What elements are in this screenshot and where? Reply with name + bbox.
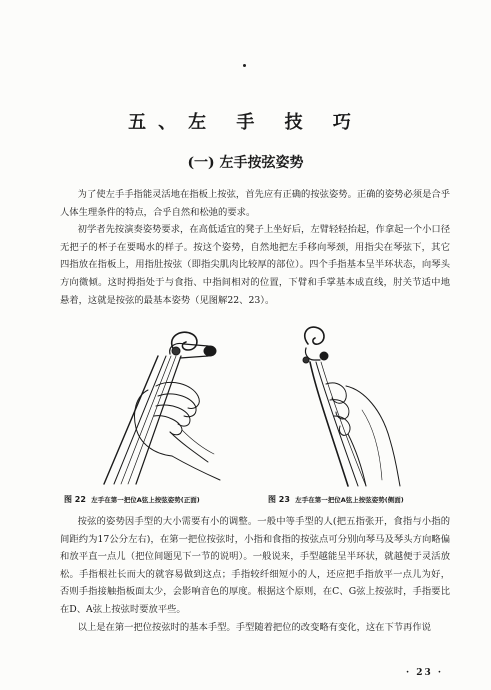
figure-22-illustration <box>96 320 246 488</box>
body-text-bottom <box>60 513 450 636</box>
figure-number: 图 23 <box>268 495 290 504</box>
paragraph: 初学者先按演奏姿势要求，在高低适宜的凳子上坐好后，左臂轻轻抬起，作拿起一个小口径无把子的杯子在要喝水的样子。按这个姿势，自然地把左手移向琴颈，用指尖在琴弦下，其它四指放在指板上，用指肚按弦（即指尖肌肉比较厚的部位）。四个手指基本呈半环状态，向琴头方向微倾。这时拇指处于与食指、中指间相对的位置，下臂和手掌基本成直线，肘关节适中地悬着，这就是按弦的最基本姿势（见图解22、23）。 <box>60 224 450 306</box>
body-text-top <box>60 186 450 309</box>
figure-caption-text: 左手在第一把位A弦上按弦姿势(正面) <box>91 496 200 504</box>
decorative-dot <box>243 64 246 67</box>
figure-caption-text: 左手在第一把位A弦上按弦姿势(侧面) <box>295 496 404 504</box>
page-number: · 23 · <box>405 668 443 678</box>
figure-22-caption <box>64 494 200 505</box>
paragraph: 按弦的姿势因手型的大小需要有小的调整。一般中等手型的人(把五指张开，食指与小指的间距约为17公分左右)，在第一把位按弦时，小指和食指的按弦点可分别向琴马及琴头方向略偏和放平直一点儿（把位间题见下一节的说明）。一般说来，手型越能呈半环状，就越便于灵活放松。手指根社长而大的就容易做到这点；手指较纤细短小的人，还应把手指放平一点儿为好，否则手指接触指板面太少，会影响音色的厚度。根据这个原则，在C、G弦上按弦时，手指要比在D、A弦上按弦时要放平些。 <box>60 516 450 615</box>
figure-23-caption <box>268 494 404 505</box>
section-title: (一) 左手按弦姿势 <box>187 155 304 171</box>
figure-23-illustration <box>286 320 406 488</box>
paragraph: 为了使左手手指能灵活地在指板上按弦，首先应有正确的按弦姿势。正确的姿势必须是合乎人体生理条件的特点，合乎自然和松弛的要求。 <box>60 189 450 218</box>
figure-number: 图 22 <box>64 495 86 504</box>
paragraph: 以上是在第一把位按弦时的基本手型。手型随着把位的改变略有变化，这在下节再作说 <box>77 621 431 633</box>
chapter-title: 五、左 手 技 巧 <box>128 112 363 133</box>
